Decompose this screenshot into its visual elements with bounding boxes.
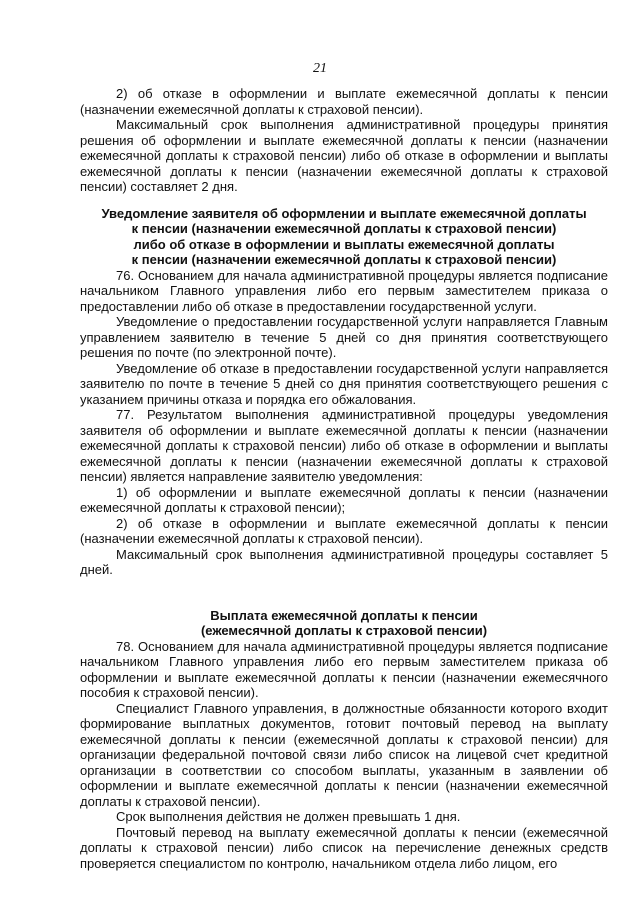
heading-line: либо об отказе в оформлении и выплаты ежемесячной доплаты	[133, 236, 555, 252]
heading-line: Уведомление заявителя об оформлении и выплате ежемесячной доплаты	[101, 205, 587, 221]
paragraph: Максимальный срок выполнения административной процедуры составляет 5 дней.	[80, 546, 608, 577]
paragraph: Почтовый перевод на выплату ежемесячной доплаты к пенсии (ежемесячной доплаты к страховой пенсии) либо список на перечисление денежных средств проверяется специалистом по контролю, начальником отдела либо лицом, его	[80, 824, 608, 871]
page-number: 21	[313, 61, 327, 76]
list-item: 1) об оформлении и выплате ежемесячной доплаты к пенсии (назначении ежемесячной доплаты к страховой пенсии);	[80, 484, 608, 515]
paragraph: 78. Основанием для начала административной процедуры является подписание начальником Главного управления либо его первым заместителем приказа об оформлении и выплате ежемесячной доплаты к пенсии (назначении ежемесячного пособия к страховой пенсии).	[80, 638, 608, 700]
paragraph: 77. Результатом выполнения административной процедуры уведомления заявителя об оформлении и выплате ежемесячной доплаты к пенсии (назначении ежемесячной доплаты к страховой пенсии) либо об отказе в оформлении и выплаты ежемесячной доплаты к пенсии (назначении ежемесячной доплаты к страховой пенсии) является направление заявителю уведомления:	[80, 407, 608, 484]
heading-line: к пенсии (назначении ежемесячной доплаты к страховой пенсии)	[131, 252, 557, 267]
heading-line: (ежемесячной доплаты к страховой пенсии)	[200, 623, 488, 638]
paragraph: Специалист Главного управления, в должностные обязанности которого входит формирование выплатных документов, готовит почтовый перевод на выплату ежемесячной доплаты к пенсии (ежемесячной доплаты к страховой пенсии) для организации федеральной почтовой связи либо список на лицевой счет кредитной организации в соответствии со способом выплаты, указанным в заявлении об оформлении и выплате ежемесячной доплаты к пенсии (назначении ежемесячной доплаты к страховой пенсии).	[80, 700, 608, 809]
paragraph: 76. Основанием для начала административной процедуры является подписание начальником Главного управления либо его первым заместителем приказа о предоставлении либо об отказе в предоставлении государственной услуги.	[80, 267, 608, 314]
heading-line: к пенсии (назначении ежемесячной доплаты к страховой пенсии)	[131, 221, 557, 236]
list-item: 2) об отказе в оформлении и выплате ежемесячной доплаты к пенсии (назначении ежемесячной доплаты к страховой пенсии).	[80, 515, 608, 546]
paragraph: Уведомление о предоставлении государственной услуги направляется Главным управлением заявителю в течение 5 дней со дня принятия соответствующего решения по почте (по электронной почте).	[80, 314, 608, 360]
section-heading	[80, 608, 608, 639]
paragraph: Максимальный срок выполнения административной процедуры принятия решения об оформлении и выплате ежемесячной доплаты к пенсии (назначении ежемесячной доплаты к страховой пенсии) либо об отказе в оформлении и выплаты ежемесячной доплаты к пенсии (назначении ежемесячной доплаты к страховой пенсии) составляет 2 дня.	[80, 117, 608, 194]
paragraph: 2) об отказе в оформлении и выплате ежемесячной доплаты к пенсии (назначении ежемесячной доплаты к страховой пенсии).	[80, 86, 608, 117]
paragraph: Уведомление об отказе в предоставлении государственной услуги направляется заявителю по почте в течение 5 дней со дня принятия соответствующего решения с указанием причины отказа и порядка его обжалования.	[80, 360, 608, 407]
paragraph: Срок выполнения действия не должен превышать 1 дня.	[116, 809, 461, 824]
document-body	[80, 86, 608, 871]
heading-line: Выплата ежемесячной доплаты к пенсии	[210, 607, 478, 623]
section-heading	[80, 206, 608, 268]
